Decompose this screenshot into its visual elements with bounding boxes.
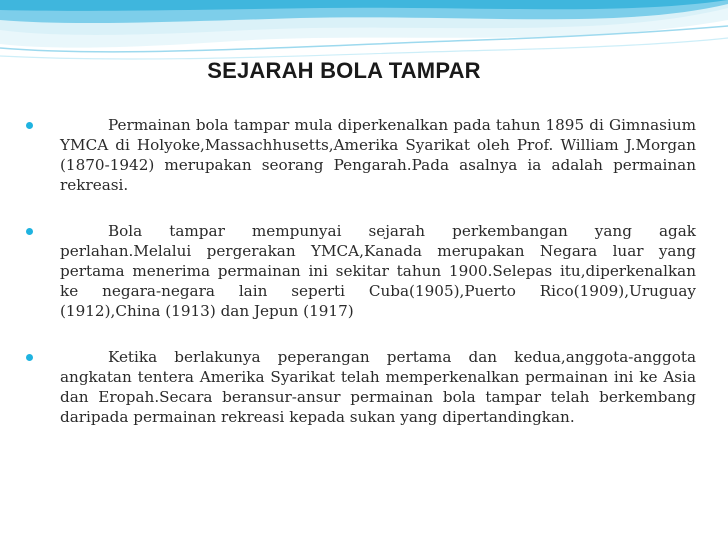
bullet-dot-icon bbox=[26, 228, 33, 235]
bullet-text: Ketika berlakunya peperangan pertama dan kedua,anggota-anggota angkatan tentera Amerika Syarikat telah memperkenalkan permainan ini ke Asia dan Eropah.Secara beransur-ansur permainan bola tampar telah berkembang daripada permainan rekreasi kepada sukan yang dipertandingkan. bbox=[60, 348, 696, 426]
bullet-text: Permainan bola tampar mula diperkenalkan pada tahun 1895 di Gimnasium YMCA di Holyoke,Massachhusetts,Amerika Syarikat oleh Prof. William J.Morgan (1870-1942) merupakan seorang Pengarah.Pada asalnya ia adalah permainan rekreasi. bbox=[60, 116, 696, 194]
bullet-item bbox=[26, 221, 696, 321]
bullet-text: Bola tampar mempunyai sejarah perkembangan yang agak perlahan.Melalui pergerakan YMCA,Kanada merupakan Negara luar yang pertama menerima permainan ini sekitar tahun 1900.Selepas itu,diperkenalkan ke negara-negara lain seperti Cuba(1905),Puerto Rico(1909),Uruguay (1912),China (1913) dan Jepun (1917) bbox=[60, 222, 696, 320]
slide-title: SEJARAH BOLA TAMPAR bbox=[207, 58, 481, 83]
bullet-dot-icon bbox=[26, 354, 33, 361]
bullet-item bbox=[26, 347, 696, 427]
slide-content bbox=[26, 115, 696, 453]
bullet-dot-icon bbox=[26, 122, 33, 129]
bullet-item bbox=[26, 115, 696, 195]
